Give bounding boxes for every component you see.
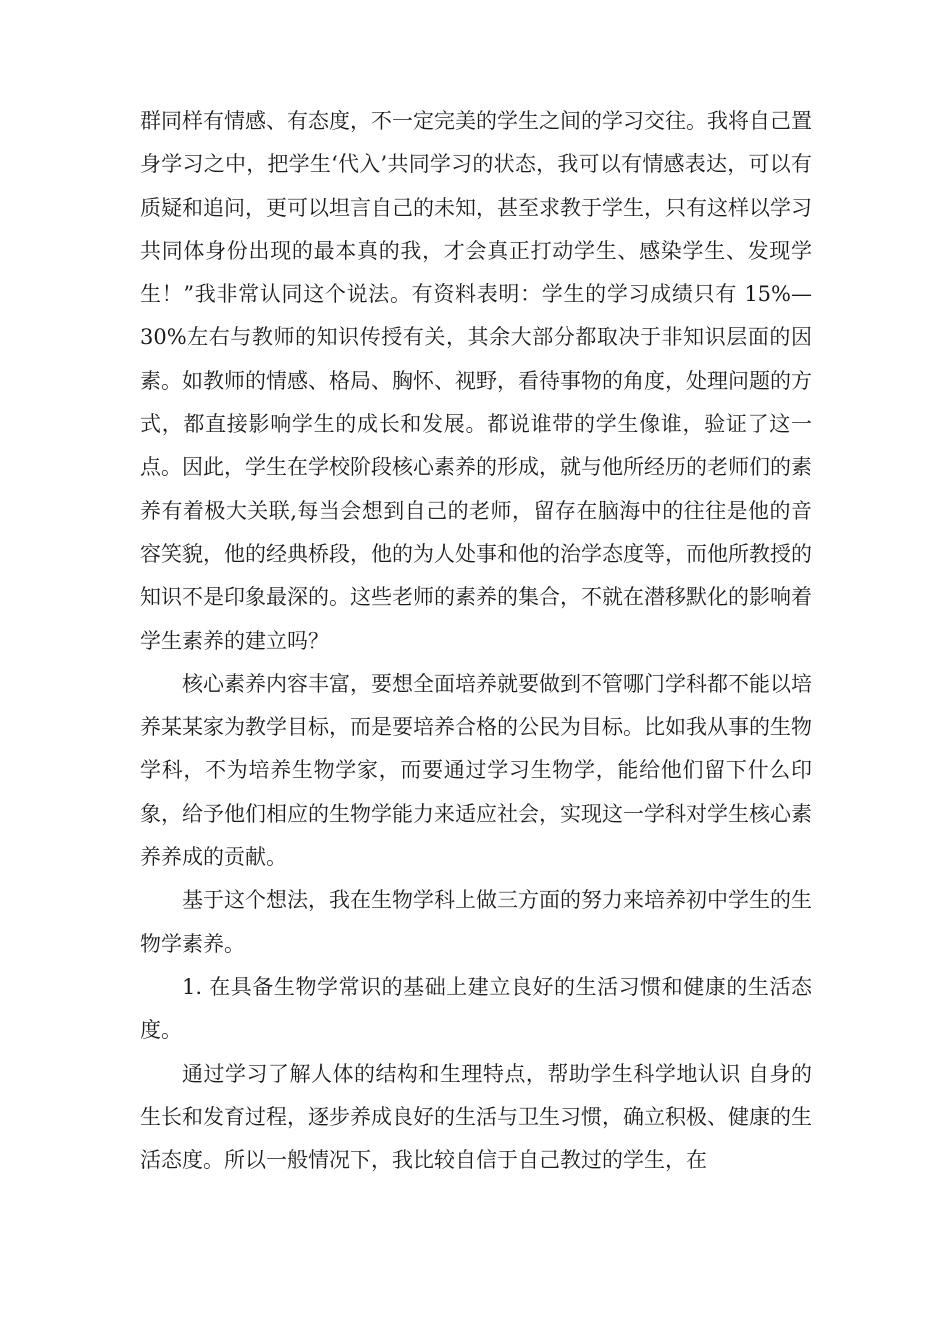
paragraph-core-literacy: 核心素养内容丰富，要想全面培养就要做到不管哪门学科都不能以培养某某家为教学目标，而是要培养合格的公民为目标。比如我从事的生物学科，不为培养生物学家，而要通过学习生物学，能给他们留下什么印象，给予他们相应的生物学能力来适应社会，实现这一学科对学生核心素养养成的贡献。	[140, 671, 812, 870]
paragraph-point-one-body: 通过学习了解人体的结构和生理特点，帮助学生科学地认识 自身的生长和发育过程，逐步养成良好的生活与卫生习惯，确立积极、健康的生活态度。所以一般情况下，我比较自信于自己教过的学生，在	[140, 1061, 812, 1173]
paragraph-continuation: 群同样有情感、有态度，不一定完美的学生之间的学习交往。我将自己置身学习之中，把学生‘代入’共同学习的状态，我可以有情感表达，可以有质疑和追问，更可以坦言自己的未知，甚至求教于学生，只有这样以学习共同体身份出现的最本真的我，才会真正打动学生、感染学生、发现学生！”我非常认同这个说法。有资料表明：学生的学习成绩只有 15%—30%左右与教师的知识传授有关，其余大部分都取决于非知识层面的因素。如教师的情感、格局、胸怀、视野，看待事物的角度，处理问题的方式，都直接影响学生的成长和发展。都说谁带的学生像谁，验证了这一点。因此，学生在学校阶段核心素养的形成，就与他所经历的老师们的素养有着极大关联,每当会想到自己的老师，留存在脑海中的往往是他的音容笑貌，他的经典桥段，他的为人处事和他的治学态度等，而他所教授的知识不是印象最深的。这些老师的素养的集合，不就在潜移默化的影响着学生素养的建立吗？	[140, 109, 812, 653]
paragraph-three-efforts: 基于这个想法，我在生物学科上做三方面的努力来培养初中学生的生物学素养。	[140, 888, 812, 956]
paragraph-point-one-heading: 1. 在具备生物学常识的基础上建立良好的生活习惯和健康的生活态度。	[140, 974, 812, 1043]
body-text	[140, 100, 812, 1182]
